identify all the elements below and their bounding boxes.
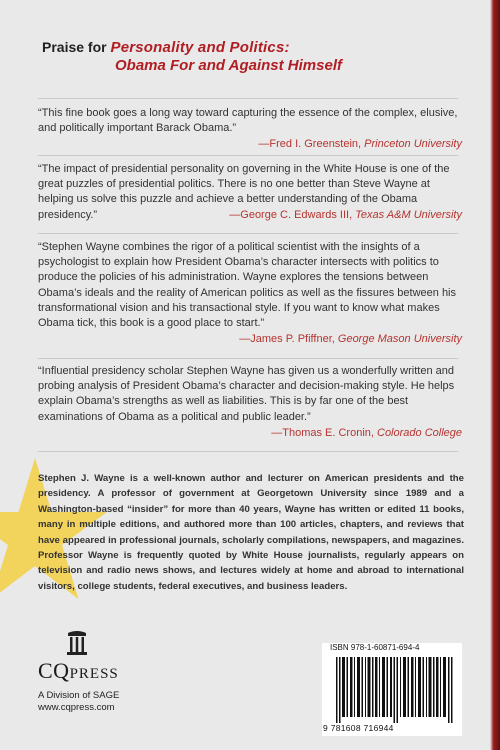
author-bio-text: is a well-known author and lecturer on American presidents and the presidency. A professor of government at Georgetown University since 1989 and a Washington-based “insider” for more than 40 years, Wayne has written or edited 11 books, many in multiple editions, and authored more than 100 articles, chapters, and reviews that have appeared in professional journals, scholarly compilations, newspapers, and magazines. Professor Wayne is frequently quoted by White House journalists, regularly appears on television and radio news shows, and lectures widely at home and abroad to international visitors, college students, federal executives, and business leaders. [38, 473, 464, 592]
logo-press: PRESS [69, 666, 119, 682]
quote-text: “Influential presidency scholar Stephen Wayne has given us a wonderfully written and probing analysis of President Obama’s character and decision-making style. He helps explain Obama’s strengths as well as liabilities. This is by far one of the best examinations of Obama as a political and public leader.” [38, 365, 455, 423]
quote-text: “The impact of presidential personality on governing in the White House is one of the great puzzles of presidential politics. There is no one better than Steve Wayne at helping us solve this puzzle and achieve a better understanding of the Obama presidency.” [38, 163, 450, 221]
praise-heading [42, 38, 462, 75]
quote-3 [38, 240, 462, 347]
barcode-icon [336, 657, 454, 723]
divider [38, 233, 458, 234]
barcode-box [322, 643, 462, 736]
division-text: A Division of SAGE [38, 690, 120, 701]
quote-author: —Fred I. Greenstein, [258, 138, 362, 151]
divider [38, 155, 458, 156]
quote-text: “Stephen Wayne combines the rigor of a political scientist with the insights of a psychologist to explain how President Obama’s character intersects with politics to produce the policies of his administration. Wayne explores the tensions between Obama’s ideals and the reality of American politics as well as the fissures between his transformational vision and his transactional style. If you want to know what makes Obama tick, this book is a good place to start.” [38, 241, 457, 330]
quote-affiliation: George Mason University [337, 333, 462, 346]
quote-attribution [38, 332, 462, 347]
quote-attribution [38, 426, 462, 441]
quote-author: —James P. Pfiffner, [239, 333, 335, 346]
quote-affiliation: Texas A&M University [355, 208, 462, 221]
author-bio [38, 471, 464, 594]
spine-edge [490, 0, 500, 750]
quote-author: —Thomas E. Cronin, [271, 426, 374, 439]
logo-cq: CQ [38, 658, 70, 683]
quote-attribution [38, 208, 462, 223]
quote-text: “This fine book goes a long way toward capturing the essence of the complex, elusive, and politically important Barack Obama.” [38, 107, 458, 135]
book-title-line2: Obama For and Against Himself [115, 57, 342, 74]
author-name: Stephen J. Wayne [38, 473, 125, 484]
quote-affiliation: Princeton University [364, 138, 462, 151]
website-link[interactable]: www.cqpress.com [38, 702, 115, 713]
quote-author: —George C. Edwards III, [229, 208, 353, 221]
divider [38, 358, 458, 359]
quote-4 [38, 364, 462, 441]
praise-label: Praise for [42, 39, 107, 55]
quote-affiliation: Colorado College [377, 426, 462, 439]
quote-2 [38, 162, 462, 223]
column-icon [64, 630, 90, 656]
divider [38, 98, 458, 99]
publisher-info [38, 690, 119, 714]
isbn-text: ISBN 978-1-60871-694-4 [330, 643, 420, 652]
quote-attribution [38, 137, 462, 152]
barcode-number: 9 781608 716944 [323, 723, 394, 733]
book-title-line1: Personality and Politics: [110, 39, 290, 56]
cq-press-logo [36, 630, 146, 684]
divider [38, 451, 458, 452]
quote-1 [38, 106, 462, 153]
